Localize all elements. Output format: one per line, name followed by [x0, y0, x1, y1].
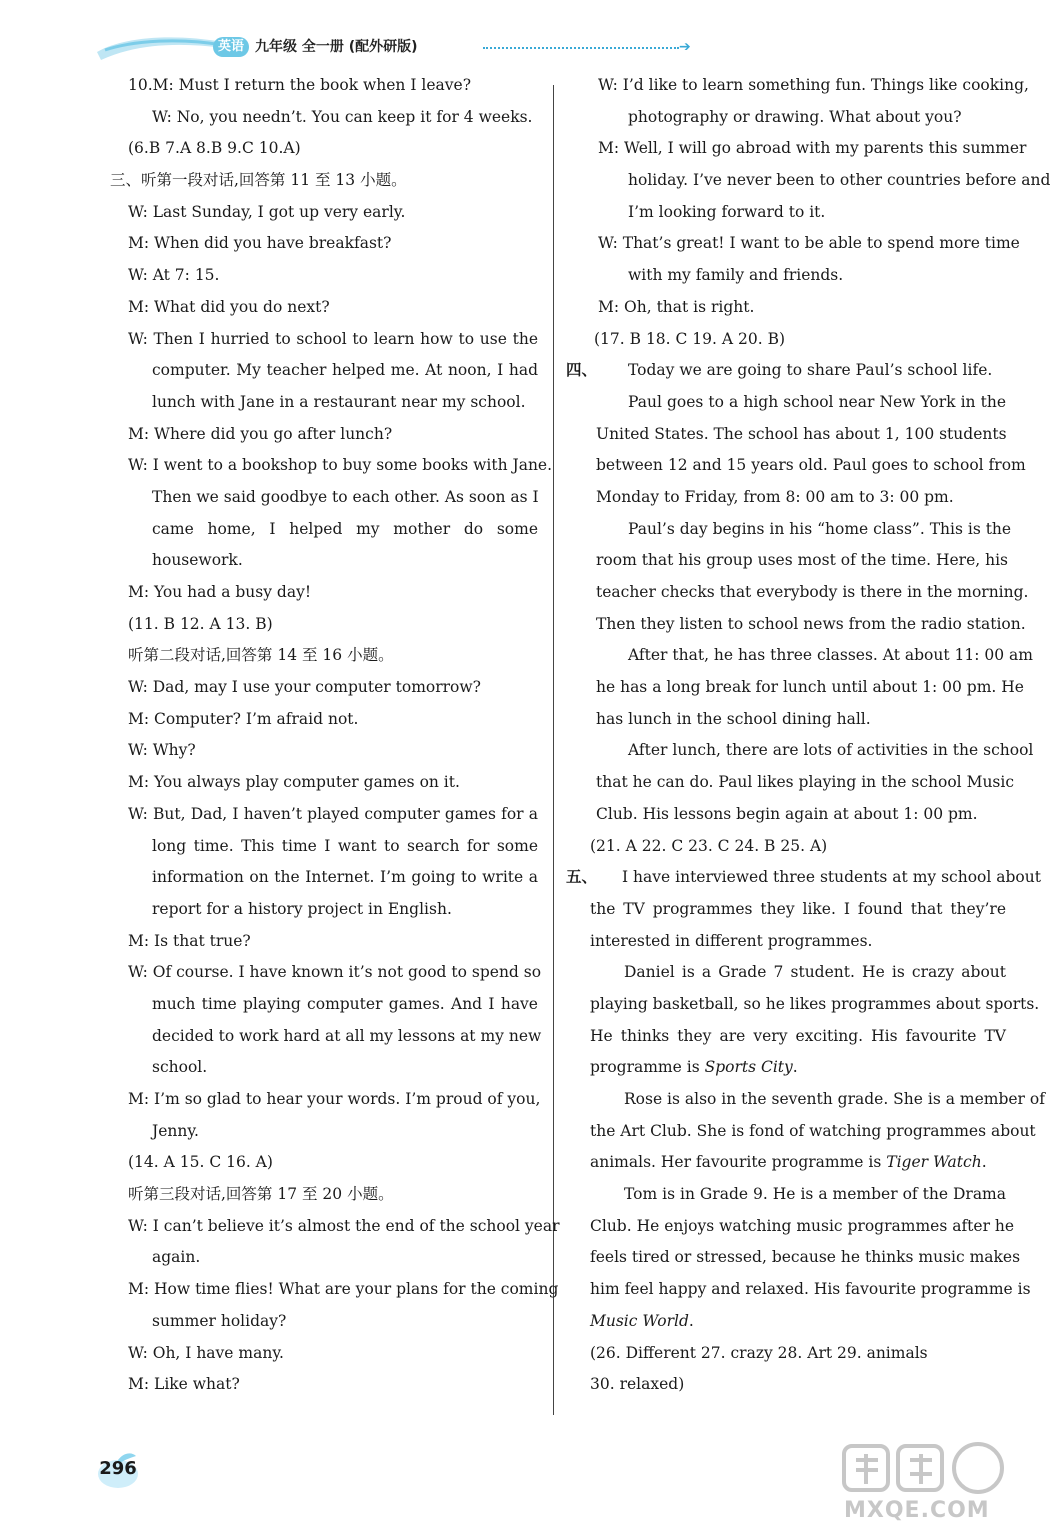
- programme-title: Tiger Watch: [886, 1153, 982, 1172]
- passage-line: that he can do. Paul likes playing in the school Music: [596, 773, 1015, 792]
- passage-line: Then they listen to school news from the radio station.: [596, 614, 1026, 633]
- programme-title: Sports City: [704, 1058, 793, 1077]
- passage-line: Paul’s day begins in his “home class”. This is the: [628, 519, 1012, 538]
- passage-line: After lunch, there are lots of activities in the school: [628, 741, 1034, 760]
- dialogue-line: W: Then I hurried to school to learn how to use the: [128, 329, 538, 348]
- dialogue-line: again.: [152, 1248, 201, 1267]
- section-heading: 听第二段对话,回答第 14 至 16 小题。: [128, 646, 394, 665]
- right-column: [566, 70, 1050, 1401]
- dialogue-line: housework.: [152, 551, 243, 570]
- passage-line: feels tired or stressed, because he thinks music makes: [590, 1248, 1021, 1267]
- left-column: [110, 70, 560, 1401]
- dialogue-line: W: But, Dad, I haven’t played computer games for a: [128, 804, 538, 823]
- passage-line: Club. His lessons begin again at about 1: 00 pm.: [596, 804, 978, 823]
- dialogue-line: M: Oh, that is right.: [598, 297, 755, 316]
- passage-line: the Art Club. She is fond of watching programmes about: [590, 1121, 1036, 1140]
- dialogue-line: M: Computer? I’m afraid not.: [128, 709, 359, 728]
- passage-line: United States. The school has about 1, 100 students: [596, 424, 1007, 443]
- dialogue-line: much time playing computer games. And I have: [152, 994, 538, 1013]
- header-arrow-icon: ➔: [679, 39, 691, 55]
- subject-badge: 英语: [213, 37, 249, 57]
- passage-line: Rose is also in the seventh grade. She is a member of: [624, 1090, 1045, 1108]
- dialogue-line: M: Is that true?: [128, 931, 251, 950]
- passage-line: has lunch in the school dining hall.: [596, 709, 871, 728]
- dialogue-line: M: Where did you go after lunch?: [128, 424, 393, 443]
- answer-key: (14. A 15. C 16. A): [128, 1153, 273, 1172]
- answer-key: (11. B 12. A 13. B): [128, 614, 273, 633]
- dialogue-line: summer holiday?: [152, 1311, 287, 1330]
- section-number: 五、: [566, 868, 598, 887]
- dialogue-line: M: I’m so glad to hear your words. I’m proud of you,: [128, 1090, 541, 1108]
- passage-line: Monday to Friday, from 8: 00 am to 3: 00 pm.: [596, 487, 954, 506]
- programme-title: Music World: [590, 1311, 689, 1330]
- passage-line: room that his group uses most of the time. Here, his: [596, 551, 1008, 570]
- passage-line: After that, he has three classes. At about 11: 00 am: [628, 646, 1033, 665]
- page-number: 296: [96, 1450, 140, 1490]
- dialogue-line: with my family and friends.: [628, 266, 844, 285]
- passage-line: between 12 and 15 years old. Paul goes to school from: [596, 456, 1026, 475]
- passage-line: Daniel is a Grade 7 student. He is crazy about: [624, 963, 1006, 982]
- dialogue-line: M: Like what?: [128, 1375, 240, 1394]
- section-heading: 听第三段对话,回答第 17 至 20 小题。: [128, 1185, 394, 1204]
- answer-key: (17. B 18. C 19. A 20. B): [594, 329, 786, 348]
- dialogue-line: came home, I helped my mother do some: [152, 519, 538, 538]
- dialogue-line: information on the Internet. I’m going to write a: [152, 868, 538, 887]
- dialogue-line: long time. This time I want to search for some: [152, 836, 538, 855]
- dialogue-line: M: How time flies! What are your plans for the coming: [128, 1280, 559, 1299]
- passage-line: 五、 I have interviewed three students at my school about: [566, 862, 1006, 894]
- answer-key: (26. Different 27. crazy 28. Art 29. animals: [590, 1343, 928, 1362]
- dialogue-line: Then we said goodbye to each other. As soon as I: [152, 487, 539, 506]
- answer-key: 30. relaxed): [590, 1375, 685, 1394]
- dialogue-line: W: Dad, may I use your computer tomorrow?: [128, 678, 481, 697]
- dialogue-line: M: What did you do next?: [128, 297, 330, 316]
- passage-line: teacher checks that everybody is there in the morning.: [596, 583, 1029, 601]
- page-header: [95, 30, 705, 64]
- passage-line: interested in different programmes.: [590, 931, 873, 950]
- dialogue-line: M: Well, I will go abroad with my parents this summer: [598, 139, 1027, 158]
- passage-line: Tom is in Grade 9. He is a member of the Drama: [624, 1185, 1006, 1204]
- passage-line: 四、 Today we are going to share Paul’s school life.: [566, 355, 1006, 387]
- passage-line: playing basketball, so he likes programmes about sports.: [590, 994, 1040, 1013]
- section-heading: 三、听第一段对话,回答第 11 至 13 小题。: [110, 171, 407, 190]
- watermark-logo-icon: [838, 1440, 1018, 1500]
- dialogue-line: W: Why?: [128, 741, 196, 760]
- answer-key: (6.B 7.A 8.B 9.C 10.A): [128, 139, 301, 158]
- dialogue-line: M: When did you have breakfast?: [128, 234, 392, 253]
- passage-line: Music World.: [590, 1311, 694, 1330]
- dialogue-line: W: I went to a bookshop to buy some books with Jane.: [128, 456, 553, 475]
- passage-line: the TV programmes they like. I found that they’re: [590, 899, 1006, 918]
- book-title: 九年级 全一册 (配外研版): [255, 39, 418, 55]
- watermark-text: MXQE.COM: [844, 1498, 990, 1523]
- dialogue-line: photography or drawing. What about you?: [628, 107, 962, 126]
- passage-line: Paul goes to a high school near New York in the: [628, 392, 1006, 411]
- dialogue-line: W: Of course. I have known it’s not good to spend so: [128, 963, 542, 982]
- dialogue-line: M: You had a busy day!: [128, 583, 312, 601]
- dialogue-line: W: I can’t believe it’s almost the end of the school year: [128, 1216, 560, 1235]
- passage-line: He thinks they are very exciting. His favourite TV: [590, 1026, 1006, 1045]
- header-dotted-line: [483, 47, 679, 49]
- header-swoosh-graphic: [95, 30, 225, 64]
- dialogue-line: W: No, you needn’t. You can keep it for 4 weeks.: [152, 107, 533, 126]
- dialogue-line: decided to work hard at all my lessons at my new: [152, 1026, 542, 1045]
- dialogue-line: school.: [152, 1058, 208, 1077]
- dialogue-line: holiday. I’ve never been to other countries before and: [628, 171, 1050, 190]
- passage-line: programme is Sports City.: [590, 1058, 798, 1077]
- watermark: [838, 1440, 1018, 1530]
- dialogue-line: W: I’d like to learn something fun. Things like cooking,: [598, 76, 1029, 94]
- dialogue-line: 10.M: Must I return the book when I leave?: [128, 76, 472, 94]
- dialogue-line: W: That’s great! I want to be able to spend more time: [598, 234, 1020, 253]
- passage-line: he has a long break for lunch until about 1: 00 pm. He: [596, 678, 1024, 697]
- dialogue-line: report for a history project in English.: [152, 899, 452, 918]
- dialogue-line: computer. My teacher helped me. At noon, I had: [152, 361, 538, 380]
- dialogue-line: W: Oh, I have many.: [128, 1343, 284, 1362]
- passage-line: animals. Her favourite programme is Tiger Watch.: [590, 1153, 987, 1172]
- passage-line: him feel happy and relaxed. His favourite programme is: [590, 1280, 1031, 1299]
- dialogue-line: Jenny.: [152, 1121, 199, 1140]
- section-number: 四、: [566, 361, 598, 380]
- dialogue-line: W: At 7: 15.: [128, 266, 220, 285]
- dialogue-line: I’m looking forward to it.: [628, 202, 826, 221]
- dialogue-line: lunch with Jane in a restaurant near my school.: [152, 392, 526, 411]
- dialogue-line: M: You always play computer games on it.: [128, 773, 460, 792]
- passage-line: Club. He enjoys watching music programmes after he: [590, 1216, 1015, 1235]
- answer-key: (21. A 22. C 23. C 24. B 25. A): [590, 836, 828, 855]
- dialogue-line: W: Last Sunday, I got up very early.: [128, 202, 406, 221]
